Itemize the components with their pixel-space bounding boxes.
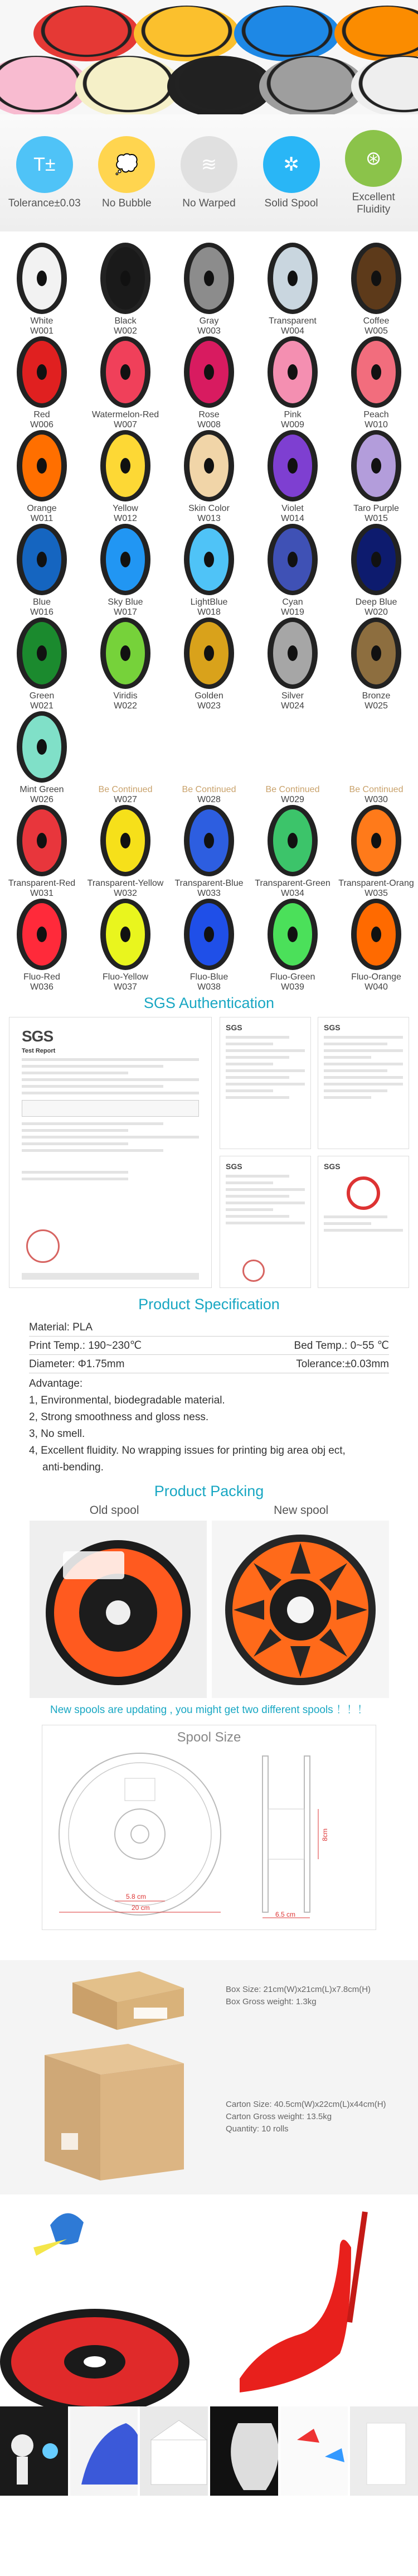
color-swatch (337, 711, 415, 805)
color-swatch (3, 899, 81, 992)
filament-spool-image (100, 524, 150, 595)
wave-icon: ≋ (181, 136, 237, 193)
swatch-code: W007 (114, 420, 137, 430)
filament-spool-image (268, 430, 318, 501)
swatch-name: Silver (281, 691, 304, 701)
new-spool-label: New spool (274, 1504, 329, 1517)
filament-spool-image (184, 618, 234, 689)
sgs-doc-2: SGS (318, 1017, 409, 1149)
gallery-figures-image (0, 2406, 68, 2496)
filament-spool-image (100, 243, 150, 314)
swatch-name: Rose (198, 410, 220, 419)
filament-spool-image (351, 618, 401, 689)
color-swatch (86, 336, 164, 430)
swatch-code: W032 (114, 889, 137, 898)
gallery-birds-image (280, 2406, 348, 2496)
gallery-white-print-image (350, 2406, 418, 2496)
outer-dim-label: 20 cm (132, 1904, 150, 1912)
swatch-code: W039 (281, 982, 304, 992)
swatch-code: W033 (197, 889, 221, 898)
swatch-code: W011 (30, 514, 54, 523)
swatch-name: White (30, 316, 54, 326)
spec-temp-row: Print Temp.: 190~230℃ Bed Temp.: 0~55 ℃ (29, 1337, 389, 1355)
spec-table (0, 1318, 418, 1476)
inner-dim-label: 5.8 cm (126, 1893, 147, 1900)
color-swatch (254, 711, 332, 805)
hero-spool (75, 56, 181, 114)
swatch-name: Peach (363, 410, 389, 419)
spec-material-row: Material: PLA (29, 1318, 389, 1337)
swatch-name: Transparent-Yellow (87, 879, 164, 888)
swatch-name: Be Continued (182, 785, 236, 794)
swatch-name: Fluo-Orange (351, 972, 401, 982)
filament-spool-image (268, 618, 318, 689)
filament-spool-image (351, 805, 401, 876)
filament-spool-image (17, 430, 67, 501)
filament-spool-image (268, 899, 318, 970)
filament-spool-image (17, 524, 67, 595)
spec-advantages: Advantage: 1, Environmental, biodegradable material. 2, Strong smoothness and gloss ness. 3, No smell. 4, Excellent fluidity. No wrapping issues for printing big area obj ect, anti-bending. (29, 1378, 346, 1473)
gallery-building-image (140, 2406, 208, 2496)
swatch-name: Watermelon-Red (91, 410, 159, 419)
filament-spool-image (268, 243, 318, 314)
filament-spool-image (100, 336, 150, 408)
swatch-code: W010 (364, 420, 388, 430)
swatch-name: Violet (281, 504, 304, 513)
swatch-name: Sky Blue (108, 597, 143, 607)
sgs-title: SGS Authentication (143, 995, 275, 1011)
swatch-code: W031 (30, 889, 54, 898)
swatch-code: W019 (281, 607, 304, 617)
color-swatch (170, 524, 248, 618)
swatch-code: W021 (30, 701, 54, 711)
carton-size-text: Carton Size: 40.5cm(W)x22cm(L)x44cm(H) (226, 2100, 386, 2109)
sgs-main-document (9, 1017, 212, 1288)
color-swatch (254, 336, 332, 430)
filament-spool-image (17, 243, 67, 314)
swatch-name: Fluo-Green (270, 972, 315, 982)
swatch-code: W001 (30, 326, 54, 336)
color-swatch (3, 711, 81, 805)
filament-spool-image (268, 524, 318, 595)
swatch-code: W024 (281, 701, 304, 711)
box-size-text: Box Size: 21cm(W)x21cm(L)x7.8cm(H) (226, 1985, 371, 1994)
swatch-name: Transparent-Orang (338, 879, 414, 888)
new-spool-image (212, 1521, 389, 1698)
box-weight-text: Box Gross weight: 1.3kg (226, 1997, 317, 2006)
swatch-name: Fluo-Yellow (102, 972, 149, 982)
color-swatch (337, 618, 415, 711)
swatch-name: Transparent (269, 316, 317, 326)
swatch-code: W035 (364, 889, 388, 898)
filament-spool-image (351, 336, 401, 408)
color-swatch (170, 430, 248, 524)
feature-item (173, 136, 245, 210)
color-swatch (3, 524, 81, 618)
spool-icon: ✲ (263, 136, 320, 193)
swatch-code: W036 (30, 982, 54, 992)
old-spool-image (30, 1521, 207, 1698)
color-swatch (337, 336, 415, 430)
swatch-row (0, 618, 418, 711)
color-swatch (254, 618, 332, 711)
color-swatch (254, 524, 332, 618)
swatch-code: W029 (281, 795, 304, 804)
hero-spool (33, 6, 139, 61)
spool-size-title: Spool Size (177, 1730, 241, 1745)
width-dim-label: 6.5 cm (275, 1911, 296, 1918)
swatch-name: Be Continued (349, 785, 404, 794)
feature-label: No Warped (182, 197, 236, 209)
swatch-name: Yellow (113, 504, 138, 513)
spec-diameter-row: Diameter: Φ1.75mm Tolerance:±0.03mm (29, 1355, 389, 1373)
filament-spool-image (184, 430, 234, 501)
filament-spool-image (351, 243, 401, 314)
sgs-certificates (0, 1017, 418, 1288)
filament-spool-image (184, 336, 234, 408)
swatch-name: Orange (27, 504, 57, 513)
color-swatch (337, 805, 415, 899)
swatch-code: W017 (114, 607, 137, 617)
swatch-code: W030 (364, 795, 388, 804)
swatch-name: Be Continued (265, 785, 320, 794)
color-swatch (86, 899, 164, 992)
swatch-name: Cyan (282, 597, 303, 607)
swatch-row (0, 430, 418, 524)
filament-spool-image (100, 618, 150, 689)
swatch-code: W027 (114, 795, 137, 804)
swatch-code: W020 (364, 607, 388, 617)
swatch-row (0, 899, 418, 992)
swatch-code: W004 (281, 326, 304, 336)
color-swatch (86, 430, 164, 524)
sgs-doc-4: SGS (318, 1156, 409, 1288)
color-swatch (86, 243, 164, 336)
color-swatch (170, 711, 248, 805)
carton-weight-text: Carton Gross weight: 13.5kg (226, 2112, 332, 2121)
feature-item (8, 136, 81, 210)
spool-size-diagram (42, 1725, 376, 1930)
swatch-name: Pink (284, 410, 302, 419)
swatch-code: W015 (364, 514, 388, 523)
color-swatch (3, 805, 81, 899)
swatch-name: LightBlue (190, 597, 228, 607)
swatch-name: Black (114, 316, 137, 326)
packing-title: Product Packing (154, 1483, 264, 1499)
feature-label: Excellent Fluidity (352, 191, 395, 215)
swatch-name: Viridis (113, 691, 138, 701)
filament-spool-image (351, 899, 401, 970)
swatch-name: Transparent-Green (255, 879, 330, 888)
swatch-code: W013 (197, 514, 221, 523)
swatch-code: W005 (364, 326, 388, 336)
swatch-code: W022 (114, 701, 137, 711)
color-swatch (3, 336, 81, 430)
swatch-code: W028 (197, 795, 221, 804)
gallery-vase-image (210, 2406, 278, 2496)
hero-spool (134, 6, 240, 61)
filament-spool-image (351, 711, 401, 783)
color-swatch (3, 430, 81, 524)
filament-spool-image (100, 805, 150, 876)
color-swatch (170, 243, 248, 336)
feature-item (337, 130, 410, 216)
feature-label: Solid Spool (264, 197, 318, 209)
swatch-code: W018 (197, 607, 221, 617)
hero-spool (167, 56, 273, 114)
filament-spool-image (17, 336, 67, 408)
color-swatch (86, 618, 164, 711)
swatch-name: Gray (199, 316, 219, 326)
circles-icon: ⊛ (345, 130, 402, 187)
swatch-code: W037 (114, 982, 137, 992)
swatch-name: Taro Purple (353, 504, 399, 513)
feature-icons-row (0, 114, 418, 231)
swatch-name: Deep Blue (355, 597, 397, 607)
quantity-text: Quantity: 10 rolls (226, 2124, 289, 2134)
filament-spool-image (17, 805, 67, 876)
swatch-name: Mint Green (20, 785, 64, 794)
swatch-name: Green (29, 691, 55, 701)
swatch-code: W003 (197, 326, 221, 336)
swatch-code: W009 (281, 420, 304, 430)
swatch-name: Golden (195, 691, 223, 701)
swatch-name: Skin Color (188, 504, 230, 513)
swatch-name: Blue (32, 597, 51, 607)
filament-spool-image (268, 805, 318, 876)
filament-spool-image (184, 711, 234, 783)
filament-spool-image (351, 524, 401, 595)
swatch-row (0, 711, 418, 805)
color-swatch (170, 805, 248, 899)
swatch-code: W025 (364, 701, 388, 711)
filament-spool-image (184, 243, 234, 314)
swatch-name: Fluo-Red (23, 972, 60, 982)
swatch-code: W002 (114, 326, 137, 336)
hero-spools-banner (0, 0, 418, 114)
color-swatch (337, 899, 415, 992)
filament-spool-image (268, 336, 318, 408)
swatch-row (0, 524, 418, 618)
filament-spool-image (100, 711, 150, 783)
hero-spool (351, 56, 418, 114)
color-swatch (337, 524, 415, 618)
sgs-doc-3: SGS (220, 1156, 311, 1288)
old-spool-label: Old spool (89, 1504, 139, 1517)
height-dim-label: 8cm (321, 1829, 329, 1841)
color-swatch (3, 618, 81, 711)
color-swatch (3, 243, 81, 336)
swatch-code: W026 (30, 795, 54, 804)
swatch-name: Red (33, 410, 50, 419)
filament-spool-image (184, 899, 234, 970)
swatch-code: W016 (30, 607, 54, 617)
color-swatch (170, 618, 248, 711)
print-gallery (0, 2406, 418, 2496)
swatch-name: Transparent-Blue (174, 879, 244, 888)
filament-spool-image (17, 899, 67, 970)
hero-spool (259, 56, 365, 114)
color-swatch (86, 805, 164, 899)
feature-item (90, 136, 163, 210)
swatch-code: W014 (281, 514, 304, 523)
color-swatch (254, 805, 332, 899)
swatch-code: W034 (281, 889, 304, 898)
color-swatch (337, 243, 415, 336)
packing-note: New spools are updating , you might get two different spools ！！！ (50, 1704, 368, 1716)
swatch-row (0, 243, 418, 336)
color-swatch (254, 430, 332, 524)
test-report-heading: Test Report (22, 1048, 56, 1054)
box-packaging-section (0, 1960, 418, 2194)
filament-spool-image (100, 899, 150, 970)
swatch-code: W038 (197, 982, 221, 992)
filament-spool-image (17, 711, 67, 783)
sgs-logo: SGS (22, 1027, 54, 1045)
feature-label: No Bubble (102, 197, 152, 209)
hero-spool (234, 6, 340, 61)
color-swatch (86, 711, 164, 805)
packing-images (0, 1521, 418, 1698)
color-swatch-grid (0, 231, 418, 992)
swatch-name: Coffee (363, 316, 390, 326)
filament-spool-image (184, 524, 234, 595)
color-swatch (254, 899, 332, 992)
color-swatch (86, 524, 164, 618)
swatch-code: W006 (30, 420, 54, 430)
filament-spool-image (351, 430, 401, 501)
swatch-row (0, 805, 418, 899)
spec-title: Product Specification (138, 1296, 280, 1313)
printed-samples (0, 2194, 418, 2406)
color-swatch (254, 243, 332, 336)
swatch-code: W023 (197, 701, 221, 711)
swatch-code: W012 (114, 514, 137, 523)
sgs-doc-1: SGS (220, 1017, 311, 1149)
gallery-blue-lion-image (70, 2406, 138, 2496)
color-swatch (170, 899, 248, 992)
swatch-name: Fluo-Blue (189, 972, 229, 982)
hero-spool (334, 6, 418, 61)
filament-spool-image (268, 711, 318, 783)
swatch-code: W040 (364, 982, 388, 992)
swatch-code: W008 (197, 420, 221, 430)
swatch-row (0, 336, 418, 430)
swatch-name: Bronze (362, 691, 391, 701)
filament-spool-image (17, 618, 67, 689)
swatch-name: Transparent-Red (8, 879, 76, 888)
color-swatch (170, 336, 248, 430)
color-swatch (337, 430, 415, 524)
feature-label: Tolerance±0.03 (8, 197, 81, 209)
filament-spool-image (184, 805, 234, 876)
feature-item (255, 136, 328, 210)
filament-spool-image (100, 430, 150, 501)
bubble-icon: 💭 (98, 136, 155, 193)
swatch-name: Be Continued (98, 785, 153, 794)
tolerance-icon: T± (16, 136, 73, 193)
